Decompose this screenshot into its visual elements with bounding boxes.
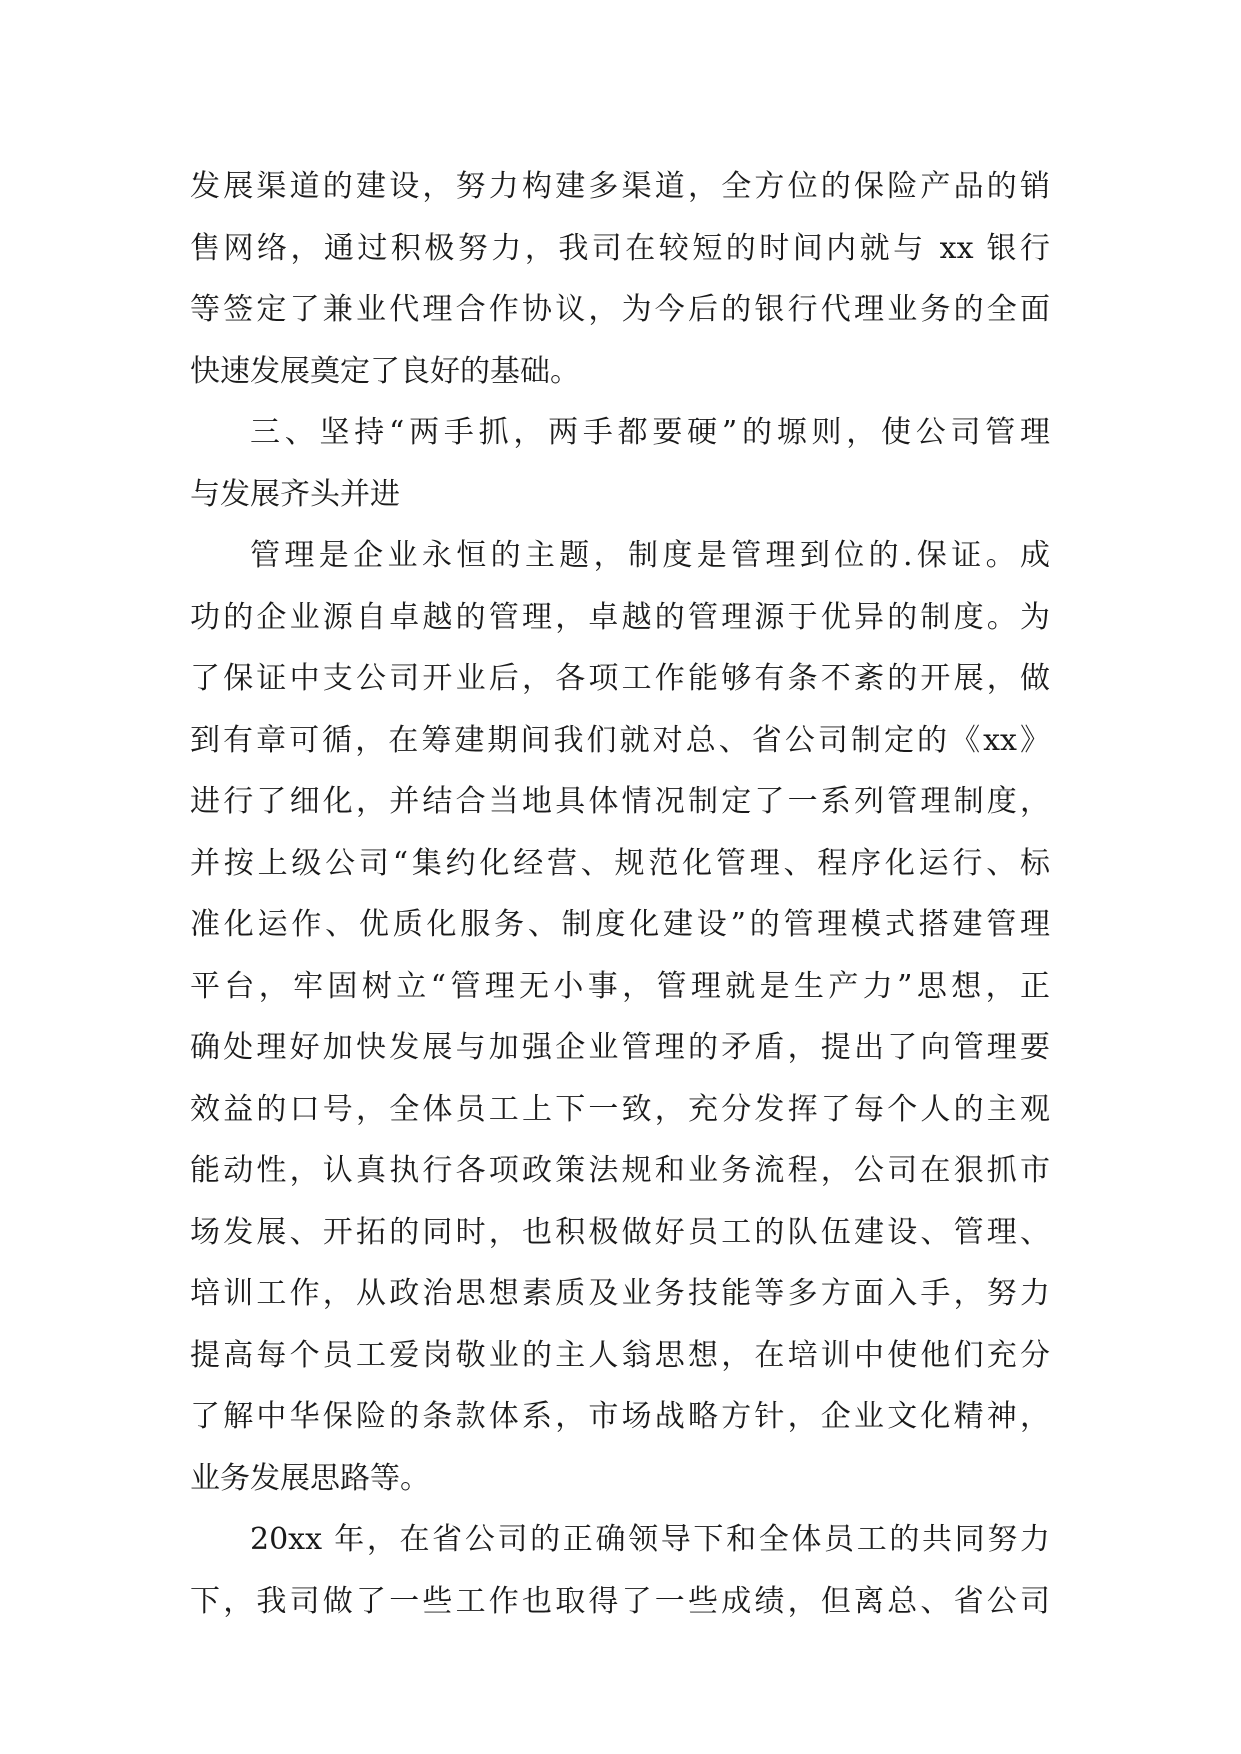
section-heading-line: 与发展齐头并进 bbox=[190, 476, 400, 512]
text-line: 了解中华保险的条款体系，市场战略方针，企业文化精神， bbox=[190, 1399, 1050, 1434]
text-line: 功的企业源自卓越的管理，卓越的管理源于优异的制度。为 bbox=[190, 599, 1050, 635]
text-line: 管理是企业永恒的主题，制度是管理到位的.保证。成 bbox=[250, 538, 1050, 573]
text-line: 快速发展奠定了良好的基础。 bbox=[190, 353, 580, 389]
text-line: 效益的口号，全体员工上下一致，充分发挥了每个人的主观 bbox=[190, 1091, 1050, 1127]
text-line: 20xx 年，在省公司的正确领导下和全体员工的共同努力 bbox=[250, 1522, 1050, 1557]
text-line: 平台，牢固树立“管理无小事，管理就是生产力”思想，正 bbox=[190, 968, 1050, 1004]
text-line: 到有章可循，在筹建期间我们就对总、省公司制定的《xx》 bbox=[190, 722, 1050, 758]
text-line: 了保证中支公司开业后，各项工作能够有条不紊的开展，做 bbox=[190, 661, 1050, 696]
document-body bbox=[190, 156, 1050, 1632]
text-line: 售网络，通过积极努力，我司在较短的时间内就与 xx 银行 bbox=[190, 230, 1050, 266]
text-line: 能动性，认真执行各项政策法规和业务流程，公司在狠抓市 bbox=[190, 1153, 1050, 1188]
text-line: 场发展、开拓的同时，也积极做好员工的队伍建设、管理、 bbox=[190, 1214, 1050, 1250]
text-line: 进行了细化，并结合当地具体情况制定了一系列管理制度， bbox=[190, 784, 1050, 819]
text-line: 提高每个员工爱岗敬业的主人翁思想，在培训中使他们充分 bbox=[190, 1337, 1050, 1373]
text-line: 培训工作，从政治思想素质及业务技能等多方面入手，努力 bbox=[190, 1276, 1050, 1311]
text-line: 业务发展思路等。 bbox=[190, 1460, 430, 1496]
text-line: 下，我司做了一些工作也取得了一些成绩，但离总、省公司 bbox=[190, 1583, 1050, 1619]
text-line: 准化运作、优质化服务、制度化建设”的管理模式搭建管理 bbox=[190, 907, 1050, 942]
text-line: 等签定了兼业代理合作协议，为今后的银行代理业务的全面 bbox=[190, 292, 1050, 327]
text-line: 确处理好加快发展与加强企业管理的矛盾，提出了向管理要 bbox=[190, 1030, 1050, 1065]
text-line: 并按上级公司“集约化经营、规范化管理、程序化运行、标 bbox=[190, 845, 1050, 881]
text-line: 发展渠道的建设，努力构建多渠道，全方位的保险产品的销 bbox=[190, 169, 1050, 204]
section-heading-line: 三、坚持“两手抓，两手都要硬”的塬则，使公司管理 bbox=[250, 415, 1050, 450]
